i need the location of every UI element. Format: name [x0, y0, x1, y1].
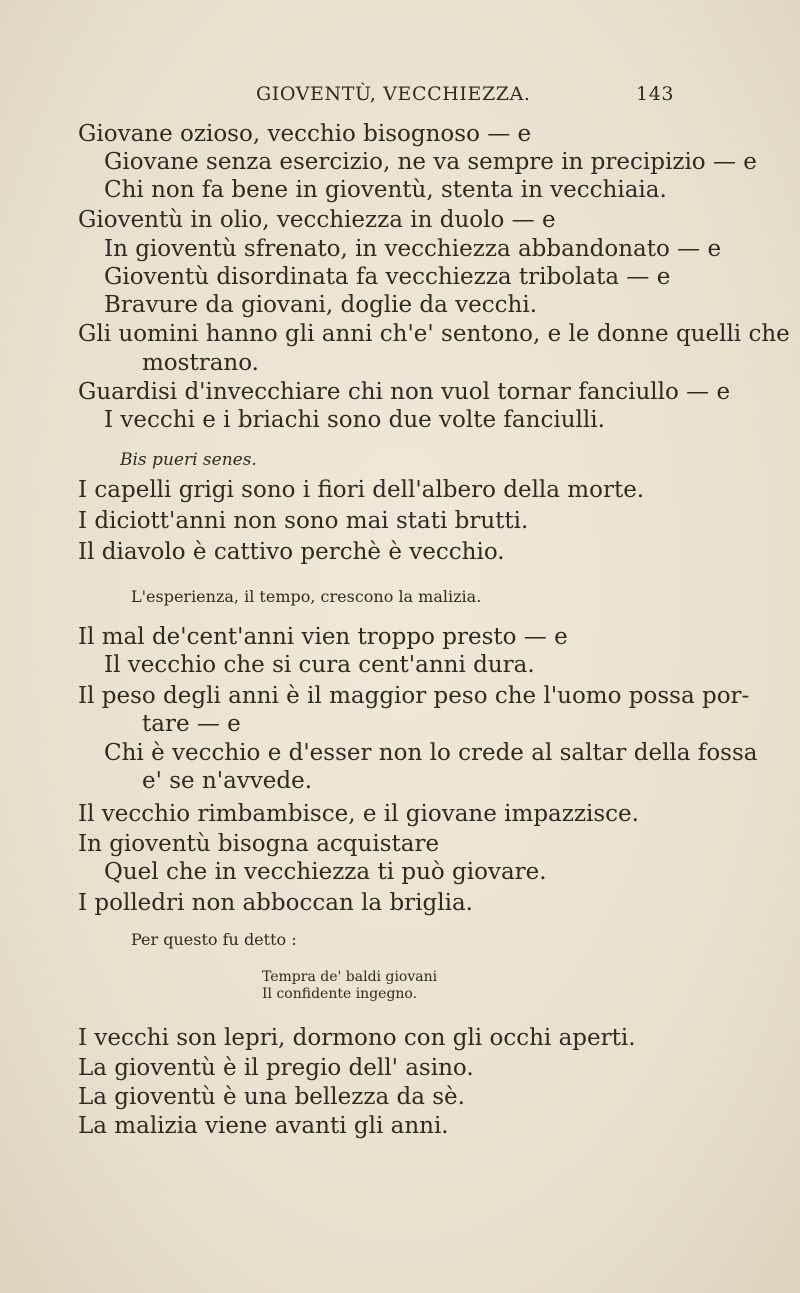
proverb-line: Chi non fa bene in gioventù, stenta in vecchiaia.	[104, 177, 667, 203]
proverb-line: I capelli grigi sono i fiori dell'albero della morte.	[78, 477, 645, 503]
proverb-line: Giovane ozioso, vecchio bisognoso — e	[78, 121, 532, 147]
verse-line: Il confidente ingegno.	[262, 986, 418, 1002]
proverb-line-continuation: e' se n'avvede.	[142, 768, 313, 794]
proverb-line: Il mal de'cent'anni vien troppo presto — e	[78, 624, 568, 650]
proverb-line: Chi è vecchio e d'esser non lo crede al saltar della fossa	[104, 740, 758, 766]
proverb-line: La malizia viene avanti gli anni.	[78, 1113, 449, 1139]
proverb-line: Giovane senza esercizio, ne va sempre in precipizio — e	[104, 149, 757, 175]
proverb-line: Il diavolo è cattivo perchè è vecchio.	[78, 539, 505, 565]
proverb-line: Guardisi d'invecchiare chi non vuol tornar fanciullo — e	[78, 379, 731, 405]
proverb-line: Il vecchio che si cura cent'anni dura.	[104, 652, 535, 678]
note-line: L'esperienza, il tempo, crescono la malizia.	[131, 587, 482, 606]
proverb-line: Gioventù disordinata fa vecchiezza tribolata — e	[104, 264, 671, 290]
proverb-line-continuation: mostrano.	[142, 350, 259, 376]
latin-quote: Bis pueri senes.	[120, 450, 257, 470]
header-title: GIOVENTÙ, VECCHIEZZA.	[256, 83, 531, 105]
proverb-line: Quel che in vecchiezza ti può giovare.	[104, 859, 547, 885]
proverb-line: I vecchi son lepri, dormono con gli occhi aperti.	[78, 1025, 636, 1051]
proverb-line: I polledri non abboccan la briglia.	[78, 890, 473, 916]
proverb-line: In gioventù bisogna acquistare	[78, 831, 440, 857]
proverb-line-continuation: tare — e	[142, 711, 241, 737]
proverb-line: Bravure da giovani, doglie da vecchi.	[104, 292, 538, 318]
proverb-line: I diciott'anni non sono mai stati brutti.	[78, 508, 529, 534]
proverb-line: I vecchi e i briachi sono due volte fanciulli.	[104, 407, 605, 433]
proverb-line: La gioventù è il pregio dell' asino.	[78, 1055, 474, 1081]
page-number: 143	[636, 83, 675, 105]
proverb-line: Il peso degli anni è il maggior peso che l'uomo possa por-	[78, 683, 750, 709]
proverb-line: Gioventù in olio, vecchiezza in duolo — e	[78, 207, 556, 233]
proverb-line: Il vecchio rimbambisce, e il giovane impazzisce.	[78, 801, 639, 827]
verse-line: Tempra de' baldi giovani	[262, 969, 438, 985]
proverb-line: Gli uomini hanno gli anni ch'e' sentono, e le donne quelli che	[78, 321, 790, 347]
proverb-line: In gioventù sfrenato, in vecchiezza abbandonato — e	[104, 236, 722, 262]
note-line: Per questo fu detto :	[131, 930, 297, 949]
proverb-line: La gioventù è una bellezza da sè.	[78, 1084, 465, 1110]
